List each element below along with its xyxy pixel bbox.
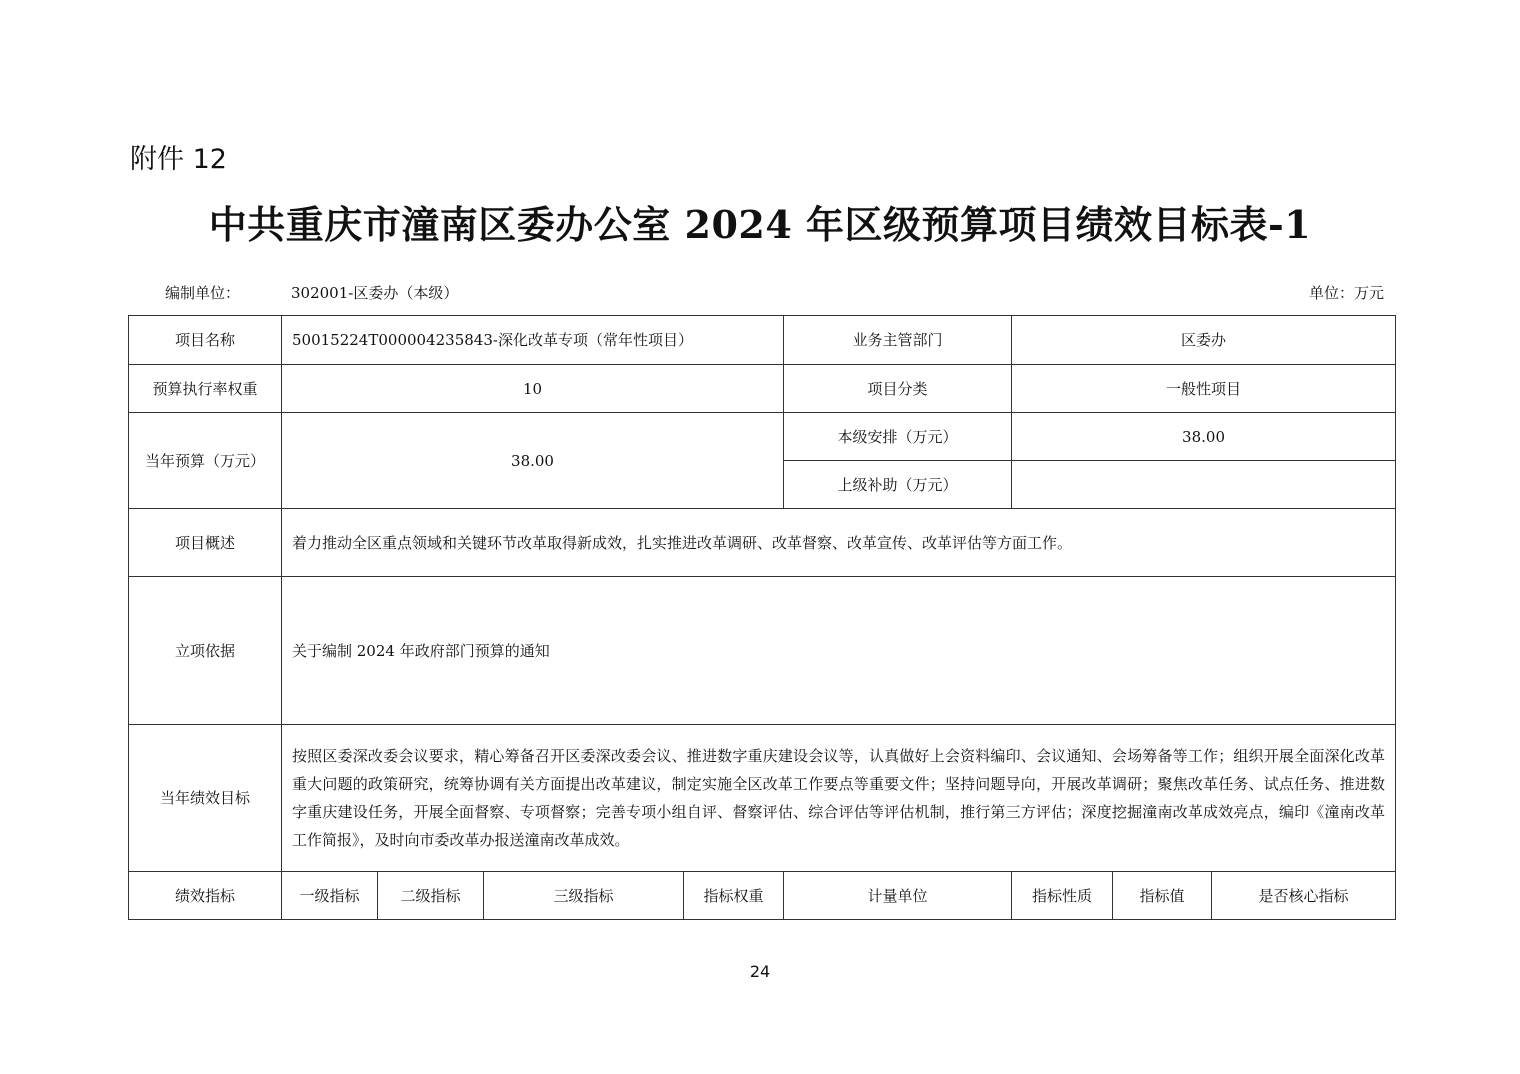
unit-header: 计量单位 bbox=[784, 872, 1012, 920]
budget-label: 当年预算（万元） bbox=[129, 413, 282, 509]
goal-value: 按照区委深改委会议要求，精心筹备召开区委深改委会议、推进数字重庆建设会议等，认真做好上会资料编印、会议通知、会场筹备等工作；组织开展全面深化改革重大问题的政策研究，统筹协调有关方面提出改革建议，制定实施全区改革工作要点等重要文件；坚持问题导向，开展改革调研；聚焦改革任务、试点任务、推进数字重庆建设任务，开展全面督察、专项督察；完善专项小组自评、督察评估、综合评估等评估机制，推行第三方评估；深度挖掘潼南改革成效亮点，编印《潼南改革工作简报》，及时向市委改革办报送潼南改革成效。 bbox=[282, 725, 1396, 872]
table-row bbox=[129, 509, 1396, 577]
superior-subsidy-label: 上级补助（万元） bbox=[784, 461, 1012, 509]
weight-label: 预算执行率权重 bbox=[129, 365, 282, 413]
dept-label: 业务主管部门 bbox=[784, 316, 1012, 365]
compiling-unit-value: 302001-区委办（本级） bbox=[291, 284, 459, 302]
basis-value: 关于编制 2024 年政府部门预算的通知 bbox=[282, 577, 1396, 725]
table-row bbox=[129, 872, 1396, 920]
budget-performance-table bbox=[128, 315, 1396, 920]
budget-value: 38.00 bbox=[282, 413, 784, 509]
document-title: 中共重庆市潼南区委办公室 2024 年区级预算项目绩效目标表-1 bbox=[208, 202, 1312, 247]
table-row bbox=[129, 413, 1396, 461]
overview-value: 着力推动全区重点领域和关键环节改革取得新成效，扎实推进改革调研、改革督察、改革宣传、改革评估等方面工作。 bbox=[282, 509, 1396, 577]
currency-unit-label: 单位：万元 bbox=[1308, 284, 1384, 302]
table-row bbox=[129, 577, 1396, 725]
compiling-unit-label: 编制单位： bbox=[165, 284, 241, 302]
dept-value: 区委办 bbox=[1012, 316, 1396, 365]
attachment-label: 附件 12 bbox=[130, 144, 227, 175]
level2-header: 二级指标 bbox=[378, 872, 484, 920]
indicator-header-label: 绩效指标 bbox=[129, 872, 282, 920]
category-label: 项目分类 bbox=[784, 365, 1012, 413]
local-arrangement-value: 38.00 bbox=[1012, 413, 1396, 461]
superior-subsidy-value bbox=[1012, 461, 1396, 509]
goal-label: 当年绩效目标 bbox=[129, 725, 282, 872]
level3-header: 三级指标 bbox=[484, 872, 684, 920]
weight-header: 指标权重 bbox=[684, 872, 784, 920]
table-row bbox=[129, 316, 1396, 365]
value-header: 指标值 bbox=[1113, 872, 1212, 920]
overview-label: 项目概述 bbox=[129, 509, 282, 577]
table-row bbox=[129, 365, 1396, 413]
project-name-label: 项目名称 bbox=[129, 316, 282, 365]
nature-header: 指标性质 bbox=[1012, 872, 1113, 920]
basis-label: 立项依据 bbox=[129, 577, 282, 725]
table-row bbox=[129, 725, 1396, 872]
core-header: 是否核心指标 bbox=[1212, 872, 1396, 920]
category-value: 一般性项目 bbox=[1012, 365, 1396, 413]
page-number: 24 bbox=[749, 962, 771, 981]
local-arrangement-label: 本级安排（万元） bbox=[784, 413, 1012, 461]
level1-header: 一级指标 bbox=[282, 872, 378, 920]
weight-value: 10 bbox=[282, 365, 784, 413]
project-name-value: 50015224T000004235843-深化改革专项（常年性项目） bbox=[282, 316, 784, 365]
